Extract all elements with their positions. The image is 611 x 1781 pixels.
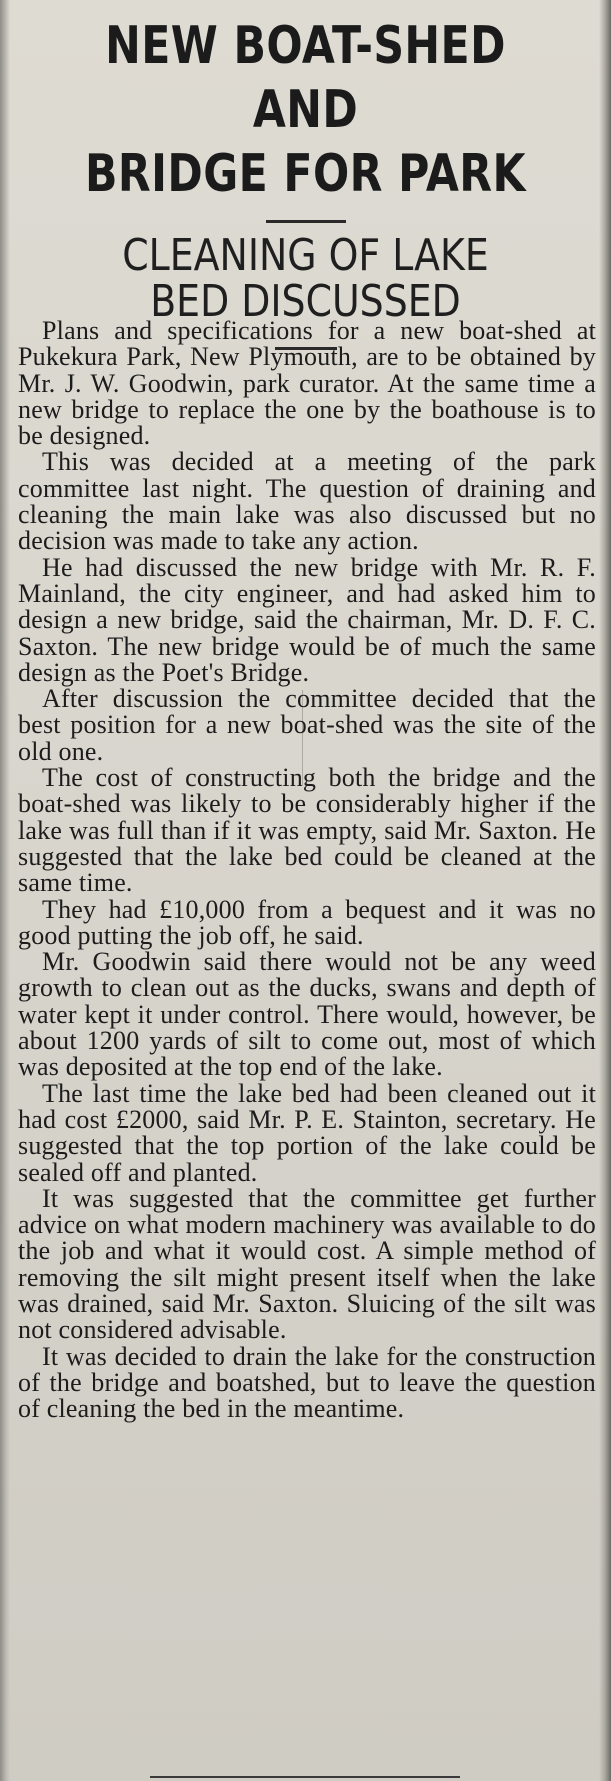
headline-line-1: NEW BOAT-SHED AND bbox=[105, 16, 506, 140]
paper-edge-right bbox=[599, 0, 611, 1781]
article-paragraph-1: Plans and specifications for a new boat-shed at Pukekura Park, New Plymouth, are to be obtained by Mr. J. W. Goodwin, park curator. At the same time a new bridge to replace the one by the boathouse is to be designed. bbox=[18, 316, 596, 451]
headline-line-2: BRIDGE FOR PARK bbox=[84, 144, 526, 204]
headline-divider bbox=[266, 220, 346, 223]
subheadline-line-1: CLEANING OF LAKE bbox=[122, 230, 489, 281]
article-paragraph-5: The cost of constructing both the bridge and the boat-shed was likely to be considerably higher if the lake was full than if it was empty, said Mr. Saxton. He suggested that the lake bed could be cleaned at the same time. bbox=[18, 763, 596, 898]
article-end-rule bbox=[150, 1776, 460, 1778]
article-paragraph-10: It was decided to drain the lake for the construction of the bridge and boatshed, but to leave the question of cleaning the bed in the meantime. bbox=[18, 1341, 596, 1424]
paper-edge-left bbox=[0, 0, 10, 1781]
article-paragraph-7: Mr. Goodwin said there would not be any weed growth to clean out as the ducks, swans and depth of water kept it under control. There would, however, be about 1200 yards of silt to come out, most of which was deposited at the top end of the lake. bbox=[18, 947, 596, 1082]
article-body bbox=[18, 318, 596, 1422]
article-paragraph-8: The last time the lake bed had been cleaned out it had cost £2000, said Mr. P. E. Stainton, secretary. He suggested that the top portion of the lake could be sealed off and planted. bbox=[18, 1078, 596, 1187]
subheadline-line-2: BED DISCUSSED bbox=[150, 276, 461, 327]
article-paragraph-9: It was suggested that the committee get further advice on what modern machinery was available to do the job and what it would cost. A simple method of removing the silt might present itself when the lake was drained, said Mr. Saxton. Sluicing of the silt was not considered advisable. bbox=[18, 1183, 596, 1345]
article-paragraph-3: He had discussed the new bridge with Mr. R. F. Mainland, the city engineer, and had asked him to design a new bridge, said the chairman, Mr. D. F. C. Saxton. The new bridge would be of much the same design as the Poet's Bridge. bbox=[18, 552, 596, 687]
article-paragraph-6: They had £10,000 from a bequest and it was no good putting the job off, he said. bbox=[18, 894, 596, 950]
article-paragraph-4: After discussion the committee decided that the best position for a new boat-shed was the site of the old one. bbox=[18, 684, 596, 766]
article-paragraph-2: This was decided at a meeting of the park committee last night. The question of draining and cleaning the main lake was also discussed but no decision was made to take any action. bbox=[18, 447, 596, 556]
subheadline bbox=[43, 230, 568, 327]
headline bbox=[55, 0, 556, 206]
